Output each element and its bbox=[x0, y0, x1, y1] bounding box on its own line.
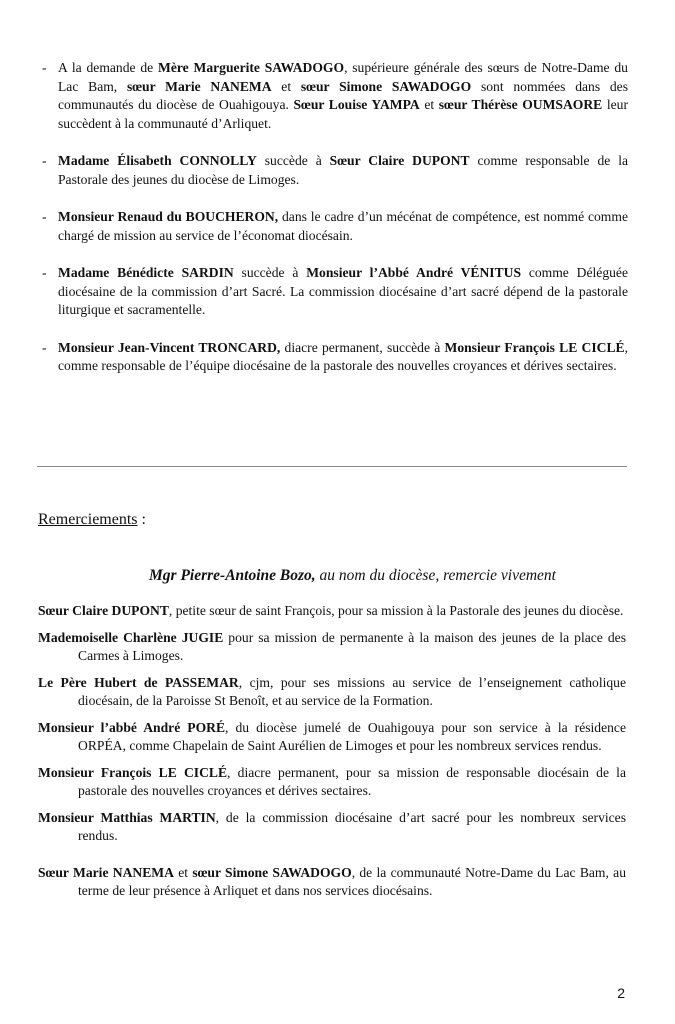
person-name: sœur Simone SAWADOGO bbox=[300, 78, 472, 94]
thanks-item bbox=[38, 629, 626, 666]
thanks-item bbox=[38, 719, 626, 756]
section-title-text: Remerciements bbox=[38, 511, 138, 528]
person-name: Sœur Marie NANEMA bbox=[38, 864, 174, 880]
text-segment: dans le cadre d’un mécénat de compétence, est nommé comme chargé de mission au service de l’économat diocésain. bbox=[58, 209, 628, 243]
nomination-item bbox=[40, 152, 628, 189]
thanks-item bbox=[38, 602, 626, 621]
text-segment: , de la commission diocésaine d’art sacré pour les nombreux services rendus. bbox=[78, 809, 627, 843]
list-dash: - bbox=[42, 153, 47, 168]
section-divider bbox=[37, 466, 627, 467]
text-segment: , petite sœur de saint François, pour sa mission à la Pastorale des jeunes du diocèse. bbox=[168, 603, 624, 618]
section-title bbox=[38, 510, 146, 530]
text-segment: comme Déléguée diocésaine de la commission d’art Sacré. La commission diocésaine d’art sacré dépend de la pastorale liturgique et sacramentelle. bbox=[58, 265, 628, 317]
thanks-intro bbox=[0, 566, 675, 586]
intro-name: Mgr Pierre-Antoine Bozo, bbox=[149, 567, 316, 584]
nomination-item bbox=[40, 339, 628, 376]
person-name: Mère Marguerite SAWADOGO bbox=[158, 60, 345, 75]
text-segment: et bbox=[271, 78, 301, 94]
person-name: Monsieur l’Abbé André VÉNITUS bbox=[306, 265, 522, 280]
list-dash: - bbox=[42, 265, 47, 280]
text-segment: A la demande de bbox=[58, 60, 159, 75]
person-name: Monsieur Jean-Vincent TRONCARD, bbox=[58, 339, 281, 355]
thanks-item bbox=[38, 809, 626, 846]
thanks-item bbox=[38, 764, 626, 801]
nomination-item bbox=[40, 208, 628, 245]
text-segment: , diacre permanent, pour sa mission de responsable diocésain de la pastorale des nouvelles croyances et dérives sectaires. bbox=[78, 764, 626, 798]
list-dash: - bbox=[42, 60, 47, 75]
thanks-list bbox=[38, 602, 626, 909]
list-dash: - bbox=[42, 209, 47, 224]
thanks-item bbox=[38, 674, 626, 711]
person-name: Mademoiselle Charlène JUGIE bbox=[38, 629, 224, 645]
person-name: Le Père Hubert de PASSEMAR bbox=[38, 674, 239, 690]
person-name: Monsieur François LE CICLÉ bbox=[444, 339, 625, 355]
text-segment: succède à bbox=[256, 153, 330, 168]
nominations-list bbox=[40, 59, 628, 395]
text-segment: et bbox=[419, 97, 439, 112]
thanks-item bbox=[38, 864, 626, 901]
text-segment: , de la communauté Notre-Dame du Lac Bam, au terme de leur présence à Arliquet et dans nos services diocésains. bbox=[78, 864, 626, 898]
text-segment: diacre permanent, succède à bbox=[280, 339, 445, 355]
person-name: Madame Bénédicte SARDIN bbox=[58, 265, 234, 280]
page-number: 2 bbox=[617, 985, 625, 1001]
person-name: Monsieur Matthias MARTIN bbox=[38, 809, 216, 825]
person-name: Sœur Claire DUPONT bbox=[329, 153, 470, 168]
section-title-suffix: : bbox=[137, 511, 146, 528]
text-segment: leur succèdent à la communauté d’Arliquet. bbox=[58, 97, 628, 131]
person-name: Sœur Louise YAMPA bbox=[293, 97, 420, 112]
text-segment: comme responsable de la Pastorale des jeunes du diocèse de Limoges. bbox=[58, 153, 629, 187]
text-segment: succède à bbox=[233, 265, 307, 280]
person-name: sœur Thérèse OUMSAORE bbox=[438, 97, 603, 112]
nomination-item bbox=[40, 59, 628, 133]
text-segment: sont nommées dans des communautés du diocèse de Ouahigouya. bbox=[58, 78, 628, 112]
person-name: Madame Élisabeth CONNOLLY bbox=[58, 153, 257, 168]
person-name: Sœur Claire DUPONT bbox=[38, 603, 169, 618]
person-name: sœur Marie NANEMA bbox=[126, 78, 272, 94]
text-segment: pour sa mission de permanente à la maison des jeunes de la place des Carmes à Limoges. bbox=[78, 629, 626, 663]
nomination-item bbox=[40, 264, 628, 320]
text-segment: , du diocèse jumelé de Ouahigouya pour son service à la résidence ORPÉA, comme Chapelain de Saint Aurélien de Limoges et pour les nombreux services rendus. bbox=[78, 719, 627, 753]
person-name: Monsieur l’abbé André PORÉ bbox=[38, 719, 226, 735]
text-segment: , supérieure générale des sœurs de Notre-Dame du Lac Bam, bbox=[58, 60, 628, 94]
person-name: Monsieur Renaud du BOUCHERON, bbox=[58, 209, 279, 224]
person-name: sœur Simone SAWADOGO bbox=[192, 864, 352, 880]
text-segment: , comme responsable de l’équipe diocésaine de la pastorale des nouvelles croyances et dérives sectaires. bbox=[58, 339, 628, 373]
text-segment: , cjm, pour ses missions au service de l’enseignement catholique diocésain, de la Paroisse St Benoît, et au service de la Formation. bbox=[78, 674, 627, 708]
intro-text: au nom du diocèse, remercie vivement bbox=[315, 567, 556, 584]
person-name: Monsieur François LE CICLÉ bbox=[38, 764, 228, 780]
text-segment: et bbox=[173, 864, 193, 880]
list-dash: - bbox=[42, 339, 47, 355]
